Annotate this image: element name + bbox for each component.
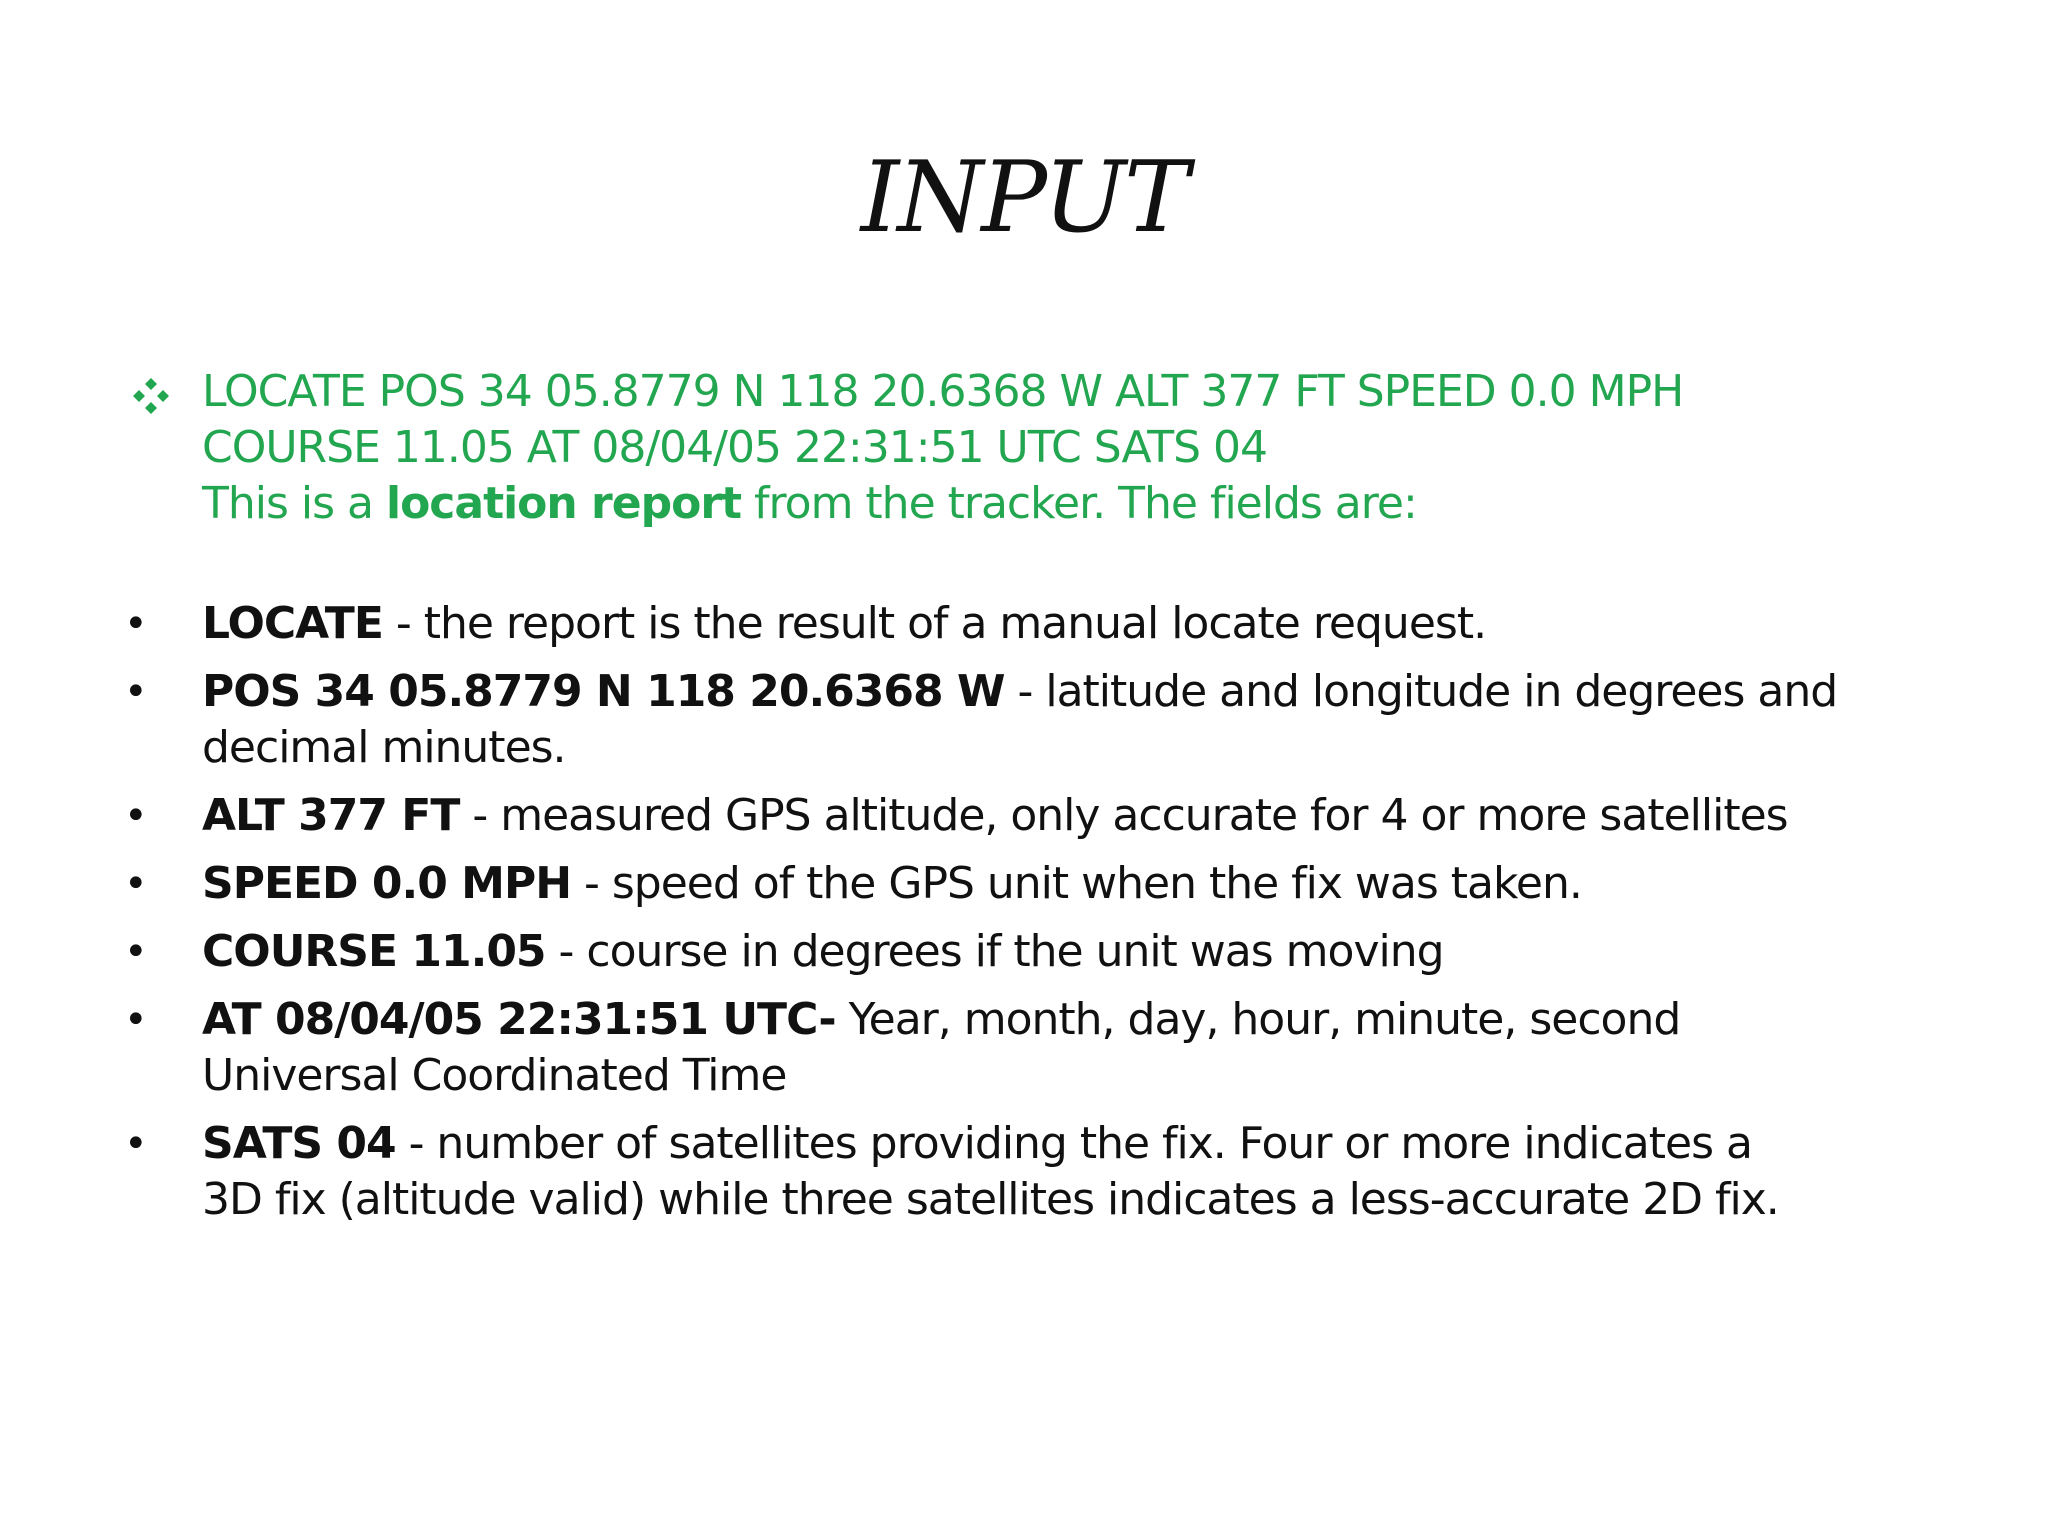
bullet-icon: • [124, 861, 147, 907]
intro-line-3-prefix: This is a [202, 478, 386, 529]
field-description: - number of satellites providing the fix. Four or more indicates a [395, 1118, 1752, 1169]
four-diamond-bullet-icon [126, 372, 176, 422]
field-item-course [124, 924, 2004, 980]
field-item-pos [124, 664, 2004, 776]
field-description: - speed of the GPS unit when the fix was taken. [571, 858, 1582, 909]
field-item-at [124, 992, 2004, 1104]
field-item-sats [124, 1116, 2004, 1228]
intro-line-1: LOCATE POS 34 05.8779 N 118 20.6368 W ALT 377 FT SPEED 0.0 MPH [202, 366, 1684, 417]
bullet-icon: • [124, 929, 147, 975]
bullet-icon: • [124, 669, 147, 715]
field-key: POS 34 05.8779 N 118 20.6368 W [202, 666, 1005, 717]
field-key: COURSE 11.05 [202, 926, 546, 977]
field-item-speed [124, 856, 2004, 912]
field-description: - latitude and longitude in degrees and [1004, 666, 1838, 717]
bullet-icon: • [124, 997, 147, 1043]
field-continuation: Universal Coordinated Time [202, 1050, 787, 1101]
intro-text [202, 364, 2006, 532]
bullet-icon: • [124, 601, 147, 647]
bullet-icon: • [124, 793, 147, 839]
field-description: - measured GPS altitude, only accurate for 4 or more satellites [459, 790, 1788, 841]
intro-line-3 [202, 476, 2006, 532]
field-key: LOCATE [202, 598, 383, 649]
field-description: Year, month, day, hour, minute, second [835, 994, 1681, 1045]
field-description: - course in degrees if the unit was moving [545, 926, 1444, 977]
field-list [124, 596, 2004, 1240]
field-continuation: decimal minutes. [202, 722, 566, 773]
bullet-icon: • [124, 1121, 147, 1167]
field-continuation: 3D fix (altitude valid) while three satellites indicates a less-accurate 2D fix. [202, 1174, 1779, 1225]
field-key: ALT 377 FT [202, 790, 460, 841]
field-item-alt [124, 788, 2004, 844]
intro-block [126, 364, 2006, 532]
intro-line-2: COURSE 11.05 AT 08/04/05 22:31:51 UTC SATS 04 [202, 422, 1267, 473]
intro-line-3-suffix: from the tracker. The fields are: [741, 478, 1417, 529]
intro-line-3-bold: location report [385, 478, 742, 529]
field-description: - the report is the result of a manual locate request. [382, 598, 1487, 649]
field-key: AT 08/04/05 22:31:51 UTC- [202, 994, 836, 1045]
field-item-locate [124, 596, 2004, 652]
field-key: SPEED 0.0 MPH [202, 858, 572, 909]
slide-title: INPUT [860, 141, 1188, 255]
field-key: SATS 04 [202, 1118, 396, 1169]
